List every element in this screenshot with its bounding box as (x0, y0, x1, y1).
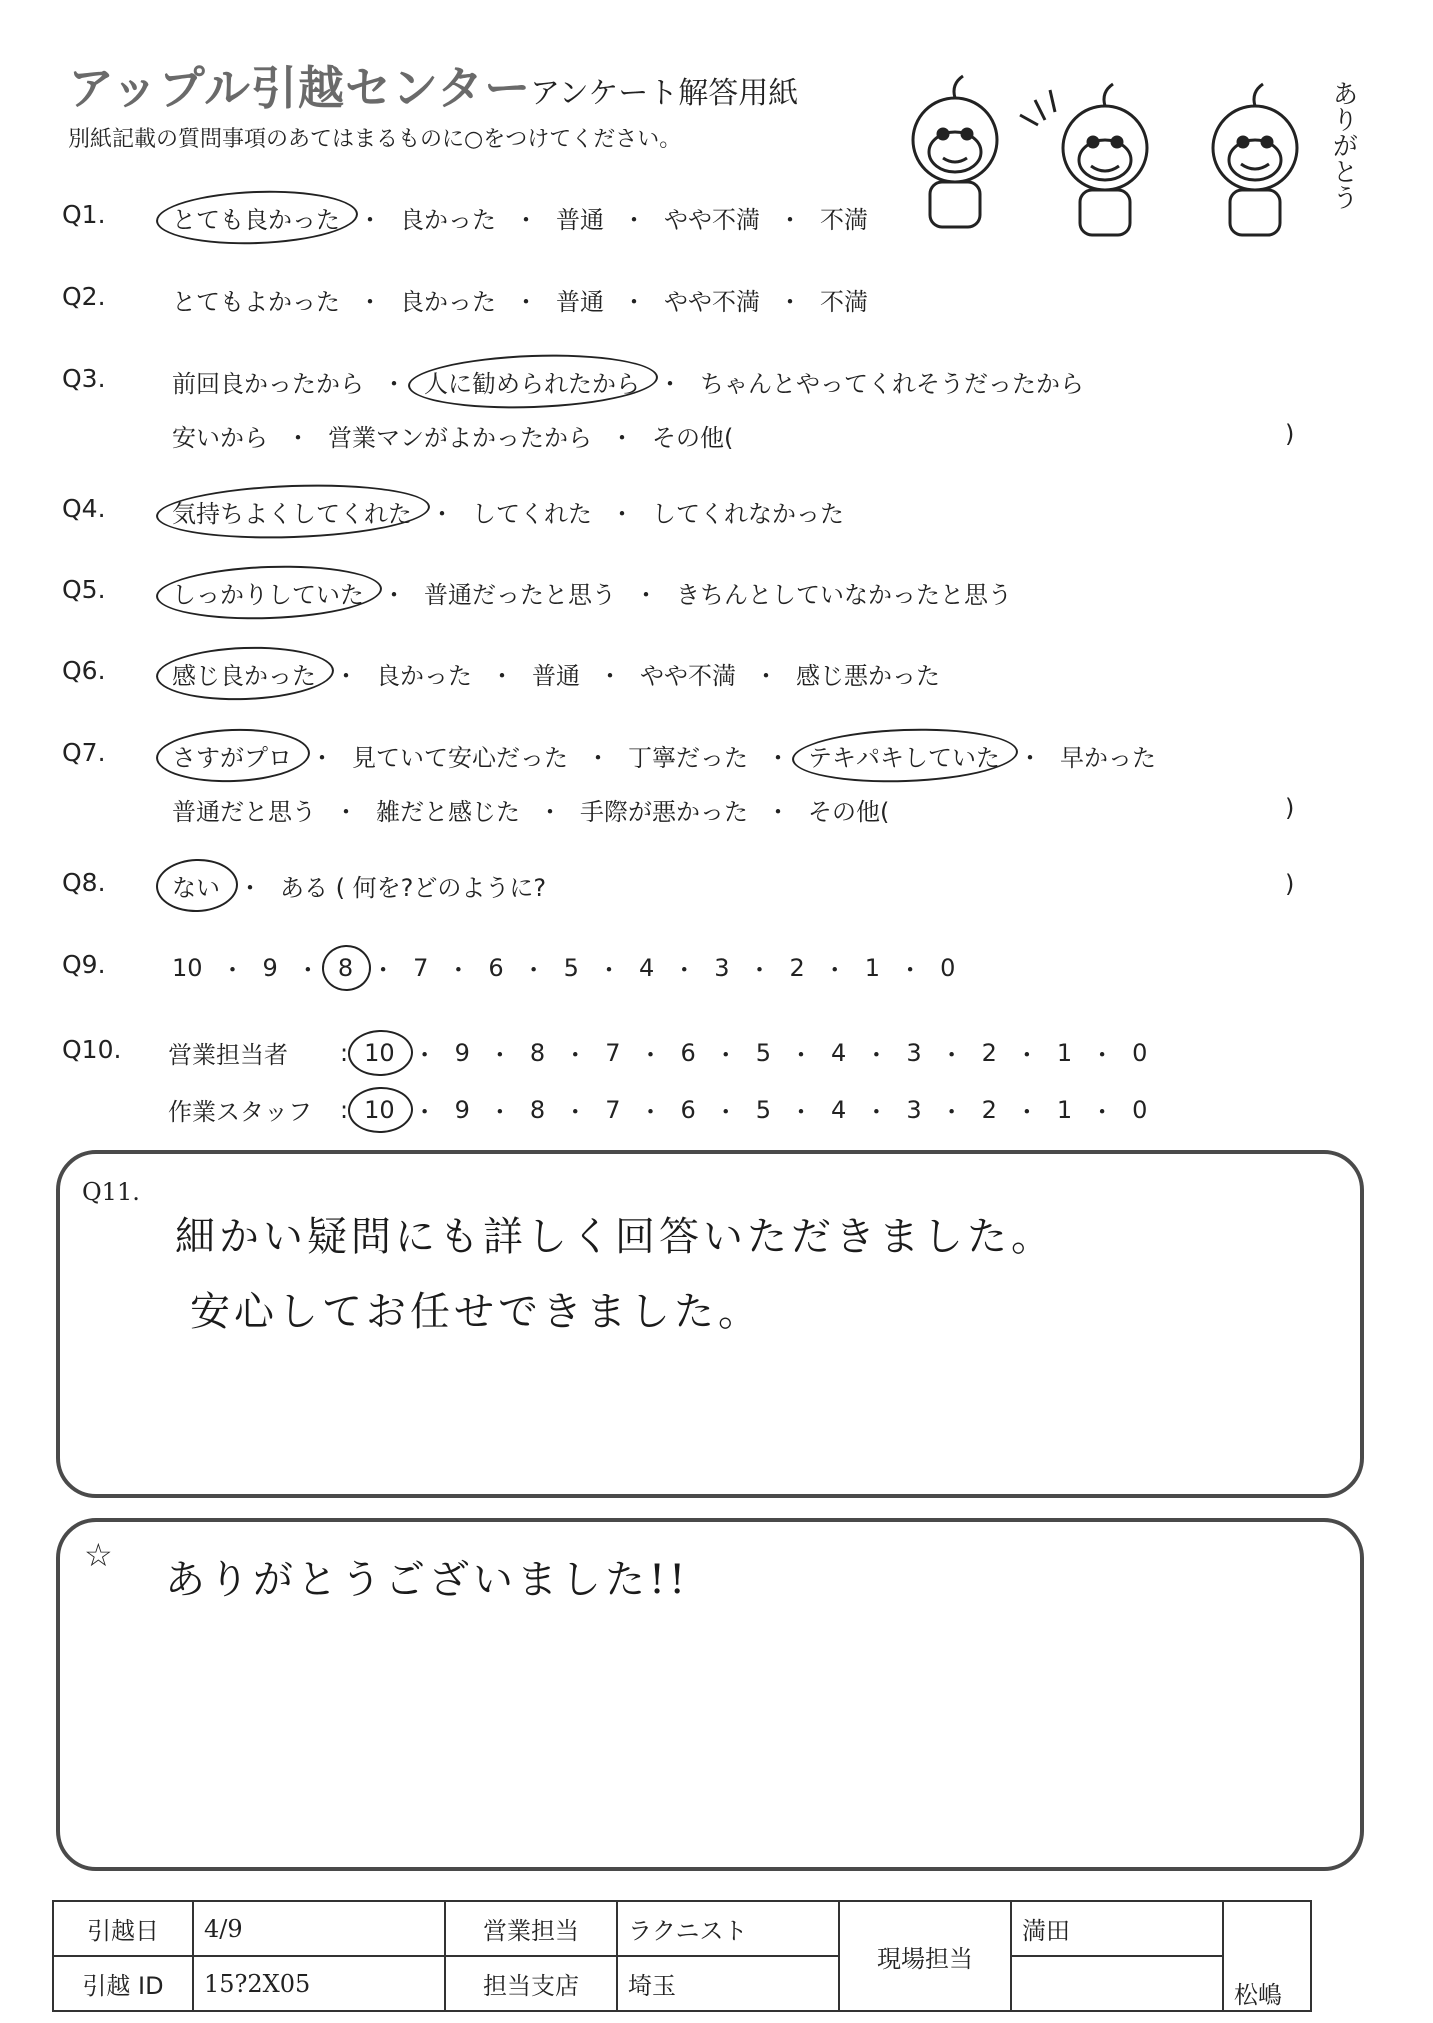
q2-option[interactable]: 良かった (400, 288, 496, 316)
q8-option[interactable]: ない (168, 868, 224, 903)
q10-score-option[interactable]: 3 (906, 1095, 922, 1124)
q9-option[interactable]: 0 (940, 953, 956, 982)
separator: ・ (864, 1041, 889, 1069)
q8-close-paren: ) (1285, 870, 1295, 898)
q6-options-line (168, 656, 944, 691)
q7-option[interactable]: 手際が悪かった (580, 798, 748, 826)
q1-option[interactable]: とても良かった (168, 200, 344, 235)
move-date-value: 4/9 (193, 1901, 445, 1956)
q10-row-name: 営業担当者 (168, 1041, 288, 1069)
q3-options-line (168, 418, 737, 453)
q9-options-line (168, 950, 959, 985)
separator: ・ (563, 1098, 588, 1126)
q10-row (168, 1035, 1151, 1070)
q5-option[interactable]: 普通だったと思う (424, 581, 616, 609)
separator: ・ (563, 1041, 588, 1069)
q4-label: Q4. (62, 494, 106, 523)
sales-rep-value: ラクニスト (617, 1901, 839, 1956)
site-staff-1-extra (1011, 1956, 1223, 2011)
q10-score-option[interactable]: 3 (906, 1038, 922, 1067)
q10-score-option[interactable]: 5 (755, 1095, 772, 1124)
q10-score-option[interactable]: 4 (831, 1038, 847, 1067)
q10-row-name: 作業スタッフ (168, 1098, 312, 1126)
q10-score-option[interactable]: 5 (755, 1038, 772, 1067)
q7-close-paren: ) (1285, 794, 1295, 822)
q2-options-line (168, 282, 872, 317)
mascot-thanks-text: ありがとう (1328, 80, 1358, 210)
q7-option[interactable]: 見ていて安心だった (352, 744, 568, 772)
q11-answer-line-2: 安心してお任せできました。 (190, 1289, 762, 1335)
form-subtitle: アンケート解答用紙 (530, 76, 799, 111)
separator: ・ (334, 798, 358, 826)
q9-option[interactable]: 8 (334, 954, 357, 982)
sales-rep-label: 営業担当 (445, 1901, 617, 1956)
q2-option[interactable]: とてもよかった (172, 288, 340, 316)
q10-score-option[interactable]: 10 (360, 1096, 399, 1124)
separator: ・ (672, 956, 697, 984)
q4-option[interactable]: してくれなかった (652, 500, 844, 528)
separator: ・ (1014, 1098, 1039, 1126)
separator: ・ (490, 662, 514, 690)
q1-label: Q1. (62, 200, 106, 229)
q9-option[interactable]: 1 (864, 953, 881, 982)
monkey-mascot-illustration (885, 60, 1355, 250)
separator: ・ (1090, 1041, 1115, 1069)
separator: ・ (822, 956, 847, 984)
q7-option[interactable]: 普通だと思う (172, 798, 316, 826)
q8-label: Q8. (62, 868, 106, 897)
q9-option[interactable]: 6 (488, 953, 504, 982)
separator: ・ (747, 956, 772, 984)
separator: ・ (622, 206, 646, 234)
branch-value: 埼玉 (617, 1956, 839, 2011)
q9-option[interactable]: 10 (172, 953, 203, 982)
separator: ・ (487, 1041, 512, 1069)
q9-option[interactable]: 4 (638, 953, 655, 982)
separator: ・ (939, 1041, 964, 1069)
q2-option[interactable]: やや不満 (664, 288, 760, 316)
q1-option[interactable]: やや不満 (664, 206, 760, 234)
separator: ・ (766, 798, 790, 826)
q10-label: Q10. (62, 1035, 122, 1064)
q7-options-line (168, 792, 893, 827)
q10-row (168, 1092, 1151, 1127)
q6-option[interactable]: やや不満 (640, 662, 736, 690)
separator: ・ (238, 874, 262, 902)
message-text: ありがとうございました!! (165, 1557, 690, 1603)
separator: ・ (487, 1098, 512, 1126)
separator: ・ (778, 206, 802, 234)
separator: ・ (658, 370, 682, 398)
move-id-label: 引越 ID (53, 1956, 193, 2011)
colon: : (340, 1095, 349, 1124)
q7-label: Q7. (62, 738, 106, 767)
q10-score-option[interactable]: 1 (1056, 1095, 1073, 1124)
separator: ・ (1018, 744, 1042, 772)
separator: ・ (412, 1098, 437, 1126)
q5-option[interactable]: きちんとしていなかったと思う (676, 581, 1012, 609)
q6-option[interactable]: 良かった (376, 662, 472, 690)
q9-option[interactable]: 7 (413, 953, 429, 982)
separator: ・ (521, 956, 546, 984)
move-date-label: 引越日 (53, 1901, 193, 1956)
separator: ・ (634, 581, 658, 609)
separator: ・ (939, 1098, 964, 1126)
q7-options-line (168, 738, 1160, 773)
separator: ・ (358, 288, 382, 316)
q8-option[interactable]: ある ( 何を?どのように? (280, 874, 547, 902)
colon: : (340, 1038, 349, 1067)
q3-option[interactable]: ちゃんとやってくれそうだったから (700, 370, 1084, 398)
site-staff-label: 現場担当 (839, 1901, 1011, 2011)
q10-score-option[interactable]: 1 (1056, 1038, 1073, 1067)
q10-score-option[interactable]: 7 (605, 1038, 621, 1067)
q4-option[interactable]: してくれた (472, 500, 592, 528)
q9-option[interactable]: 9 (262, 953, 278, 982)
q10-score-option[interactable]: 7 (605, 1095, 621, 1124)
q7-option[interactable]: 早かった (1060, 744, 1156, 772)
q4-option[interactable]: 気持ちよくしてくれた (168, 494, 416, 529)
separator: ・ (514, 288, 538, 316)
q1-option[interactable]: 不満 (820, 206, 868, 234)
q10-score-option[interactable]: 0 (1132, 1095, 1148, 1124)
q1-option[interactable]: 普通 (556, 206, 604, 234)
company-title: アップル引越センター (68, 61, 532, 115)
q5-option[interactable]: しっかりしていた (168, 575, 368, 610)
q7-option[interactable]: さすがプロ (168, 738, 296, 773)
separator: ・ (778, 288, 802, 316)
separator: ・ (766, 744, 790, 772)
q10-score-option[interactable]: 8 (529, 1095, 546, 1124)
q9-label: Q9. (62, 950, 106, 979)
site-staff-1-value: 満田 (1011, 1901, 1223, 1956)
q9-option[interactable]: 5 (563, 953, 579, 982)
q9-option[interactable]: 2 (789, 953, 805, 982)
separator: ・ (382, 581, 406, 609)
q9-option[interactable]: 3 (714, 953, 730, 982)
separator: ・ (382, 370, 406, 398)
q10-score-option[interactable]: 9 (454, 1095, 470, 1124)
separator: ・ (638, 1098, 663, 1126)
q4-options-line (168, 494, 848, 529)
separator: ・ (596, 956, 621, 984)
q1-option[interactable]: 良かった (400, 206, 496, 234)
q6-option[interactable]: 普通 (532, 662, 580, 690)
separator: ・ (1090, 1098, 1115, 1126)
q3-label: Q3. (62, 364, 106, 393)
move-id-value: 15?2X05 (193, 1956, 445, 2011)
q10-score-option[interactable]: 9 (454, 1038, 470, 1067)
q10-score-option[interactable]: 6 (680, 1038, 696, 1067)
q6-option[interactable]: 感じ良かった (168, 656, 320, 691)
q2-option[interactable]: 不満 (820, 288, 868, 316)
q3-option[interactable]: 前回良かったから (172, 370, 364, 398)
separator: ・ (789, 1041, 814, 1069)
q11-answer-line-1: 細かい疑問にも詳しく回答いただきました。 (175, 1214, 1055, 1260)
separator: ・ (713, 1098, 738, 1126)
q3-options-line (168, 364, 1088, 399)
separator: ・ (713, 1041, 738, 1069)
q3-option[interactable]: 営業マンがよかったから (328, 424, 592, 452)
separator: ・ (638, 1041, 663, 1069)
separator: ・ (789, 1098, 814, 1126)
separator: ・ (1014, 1041, 1039, 1069)
site-staff-2-value: 松嶋 (1223, 1901, 1311, 2011)
separator: ・ (358, 206, 382, 234)
separator: ・ (898, 956, 923, 984)
q3-close-paren: ) (1285, 420, 1295, 448)
q5-options-line (168, 575, 1016, 610)
separator: ・ (610, 424, 634, 452)
separator: ・ (295, 956, 320, 984)
q10-score-option[interactable]: 4 (831, 1095, 847, 1124)
branch-label: 担当支店 (445, 1956, 617, 2011)
separator: ・ (538, 798, 562, 826)
separator: ・ (598, 662, 622, 690)
separator: ・ (864, 1098, 889, 1126)
q11-label: Q11. (82, 1178, 140, 1206)
q3-option[interactable]: 安いから (172, 424, 268, 452)
q10-score-option[interactable]: 0 (1132, 1038, 1148, 1067)
q10-score-option[interactable]: 2 (981, 1038, 997, 1067)
separator: ・ (754, 662, 778, 690)
separator: ・ (514, 206, 538, 234)
q2-label: Q2. (62, 282, 106, 311)
form-instructions: 別紙記載の質問事項のあてはまるものに○をつけてください。 (68, 127, 682, 152)
separator: ・ (610, 500, 634, 528)
q7-option[interactable]: その他( (808, 798, 890, 826)
footer-info-table (52, 1900, 1312, 2012)
q10-score-option[interactable]: 6 (680, 1095, 696, 1124)
q7-option[interactable]: テキパキしていた (804, 738, 1004, 773)
q10-score-option[interactable]: 8 (529, 1038, 546, 1067)
separator: ・ (310, 744, 334, 772)
q10-score-option[interactable]: 10 (360, 1039, 399, 1067)
separator: ・ (371, 956, 396, 984)
q7-option[interactable]: 雑だと感じた (376, 798, 520, 826)
q1-options-line (168, 200, 872, 235)
q5-label: Q5. (62, 575, 106, 604)
q7-option[interactable]: 丁寧だった (628, 744, 748, 772)
q6-label: Q6. (62, 656, 106, 685)
separator: ・ (286, 424, 310, 452)
separator: ・ (446, 956, 471, 984)
q3-option[interactable]: 人に勧められたから (420, 364, 644, 399)
separator: ・ (586, 744, 610, 772)
star-icon: ☆ (84, 1536, 113, 1574)
q3-option[interactable]: その他( (652, 424, 734, 452)
separator: ・ (412, 1041, 437, 1069)
separator: ・ (220, 956, 245, 984)
q10-score-option[interactable]: 2 (981, 1095, 997, 1124)
separator: ・ (430, 500, 454, 528)
q2-option[interactable]: 普通 (556, 288, 604, 316)
q6-option[interactable]: 感じ悪かった (796, 662, 940, 690)
q8-options-line (168, 868, 550, 903)
separator: ・ (334, 662, 358, 690)
separator: ・ (622, 288, 646, 316)
